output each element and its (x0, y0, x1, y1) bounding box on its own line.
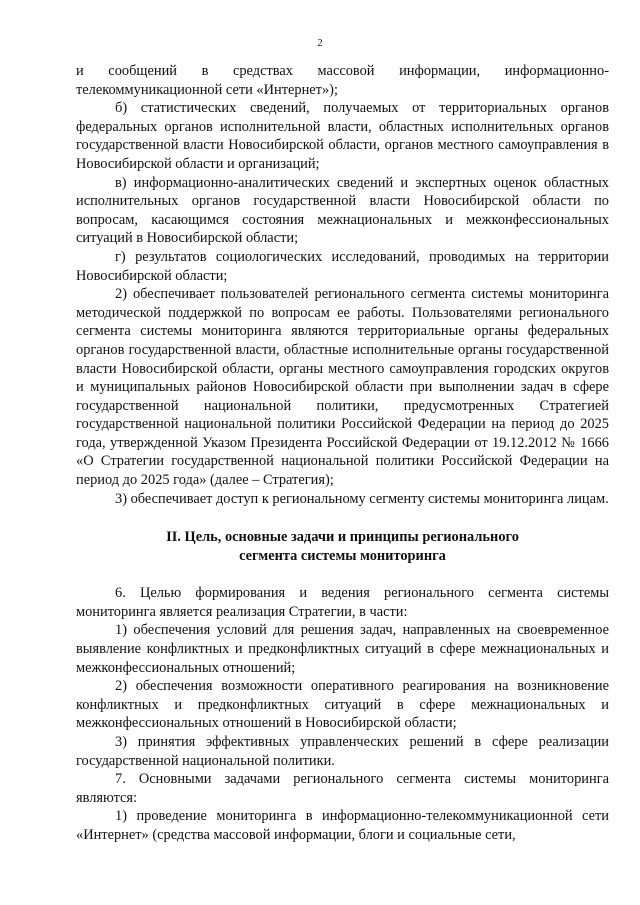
paragraph: в) информационно-аналитических сведений и экспертных оценок областных исполнительных органов государственной власти Новосибирской области по вопросам, касающимся состояния межнациональных и межконфессиональных ситуаций в Новосибирской области; (76, 174, 609, 247)
section-heading-line: II. Цель, основные задачи и принципы регионального (166, 529, 519, 546)
paragraph: 6. Целью формирования и ведения регионального сегмента системы мониторинга является реализация Стратегии, в части: (76, 585, 609, 620)
paragraph: 3) обеспечивает доступ к региональному сегменту системы мониторинга лицам. (115, 490, 609, 507)
section-heading (76, 528, 609, 566)
paragraph: и сообщений в средствах массовой информации, информационно-телекоммуникационной сети «Интернет»); (76, 63, 609, 98)
paragraph: г) результатов социологических исследований, проводимых на территории Новосибирской области; (76, 248, 609, 284)
paragraph: 1) проведение мониторинга в информационно-телекоммуникационной сети «Интернет» (средства массовой информации, блоги и социальные сети, (76, 808, 609, 843)
paragraph: 1) обеспечения условий для решения задач, направленных на своевременное выявление конфликтных и предконфликтных ситуаций в сфере межнациональных и межконфессиональных отношений; (76, 622, 609, 676)
paragraph: 2) обеспечивает пользователей регионального сегмента системы мониторинга методической поддержкой по вопросам ее работы. Пользователями регионального сегмента системы мониторинга являются территориальные органы федеральных органов государственной власти, областные исполнительные органы государственной власти Новосибирской области, органы местного самоуправления городских округов и муниципальных районов Новосибирской области при выполнении задач в сфере государственной национальной политики, предусмотренных Стратегией государственной национальной политики Российской Федерации на период до 2025 года, утвержденной Указом Президента Российской Федерации от 19.12.2012 № 1666 «О Стратегии государственной национальной политики Российской Федерации на период до 2025 года» (далее – Стратегия); (76, 286, 609, 489)
paragraph: 3) принятия эффективных управленческих решений в сфере реализации государственной национальной политики. (76, 734, 609, 769)
paragraph: б) статистических сведений, получаемых от территориальных органов федеральных органов исполнительной власти, областных исполнительных органов государственной власти Новосибирской области, органов местного самоуправления в Новосибирской области и организаций; (76, 100, 609, 172)
paragraph: 2) обеспечения возможности оперативного реагирования на возникновение конфликтных и предконфликтных ситуаций в сфере межнациональных и межконфессиональных отношений в Новосибирской области; (76, 678, 609, 732)
paragraph: 7. Основными задачами регионального сегмента системы мониторинга являются: (76, 771, 609, 806)
document-body (76, 62, 609, 845)
section-heading-line: сегмента системы мониторинга (239, 548, 446, 565)
page-number: 2 (317, 38, 323, 49)
